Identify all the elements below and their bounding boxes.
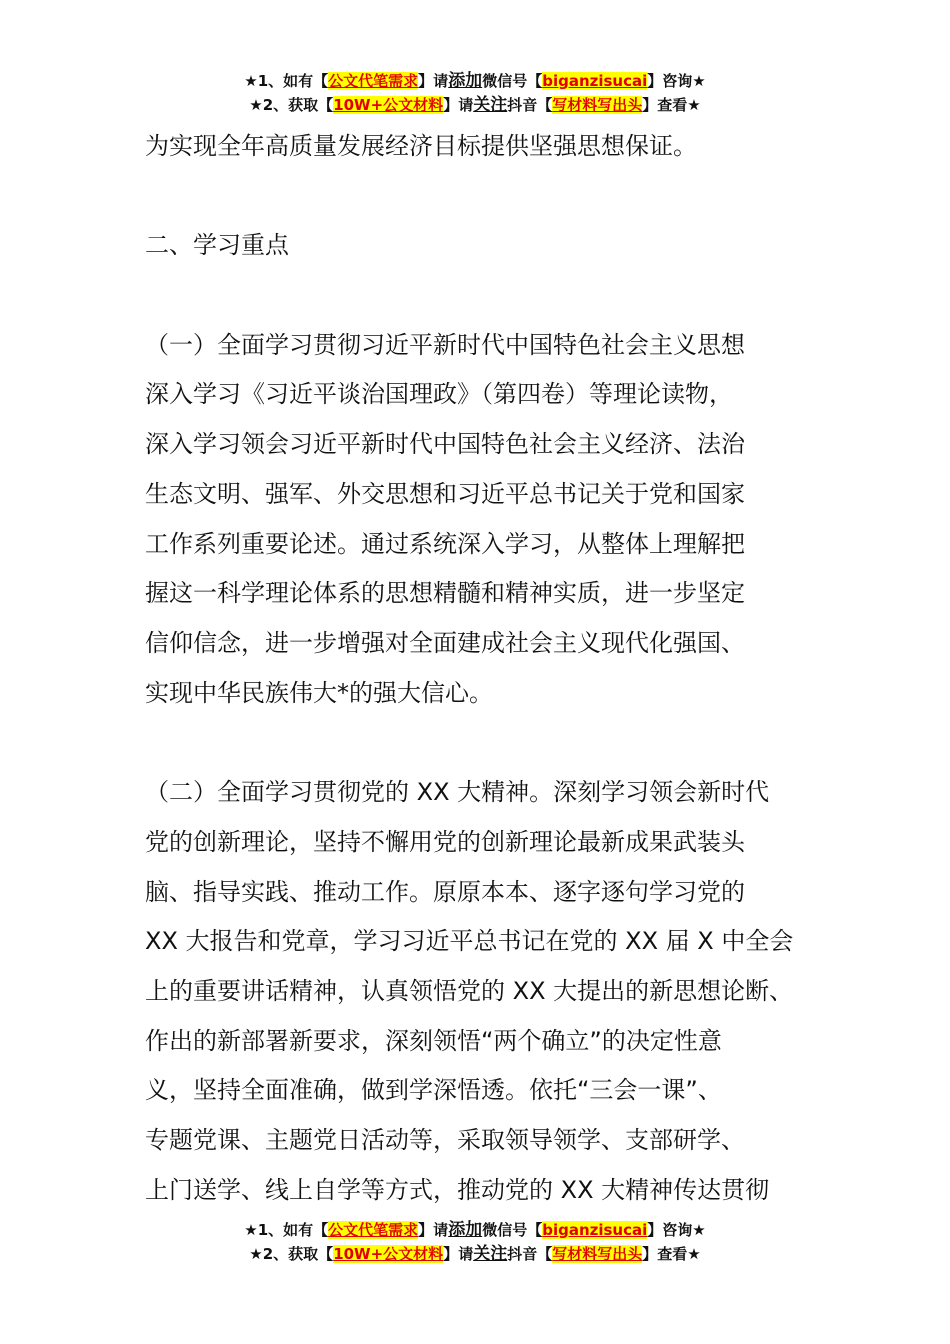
text-line: 信仰信念，进一步增强对全面建成社会主义现代化强国、 <box>145 629 745 657</box>
promo-line-1: ★1、如有【公文代笔需求】请添加微信号【biganzisucai】咨询★ <box>244 1220 706 1240</box>
wechat-id: biganzisucai <box>542 72 648 90</box>
text-line: 工作系列重要论述。通过系统深入学习，从整体上理解把 <box>145 529 745 558</box>
section-heading: 二、学习重点 <box>145 231 289 260</box>
promo-banner-bottom <box>0 1218 950 1266</box>
text-line: （二）全面学习贯彻党的 XX 大精神。深刻学习领会新时代 <box>145 778 770 807</box>
text-line: 上门送学、线上自学等方式，推动党的 XX 大精神传达贯彻 <box>145 1175 770 1204</box>
promo-line-2: ★2、获取【10W+公文材料】请关注抖音【写材料写出头】查看★ <box>249 95 701 115</box>
promo-banner-top <box>0 69 950 117</box>
text-line: （一）全面学习贯彻习近平新时代中国特色社会主义思想 <box>145 330 745 359</box>
text-line: 深入学习《习近平谈治国理政》（第四卷）等理论读物， <box>145 380 733 409</box>
text-line: 握这一科学理论体系的思想精髓和精神实质，进一步坚定 <box>145 579 745 608</box>
text-line: 作出的新部署新要求，深刻领悟“两个确立”的决定性意 <box>145 1026 722 1055</box>
paragraph-1 <box>145 321 845 719</box>
text-line: 生态文明、强军、外交思想和习近平总书记关于党和国家 <box>145 479 745 508</box>
text-line: 上的重要讲话精神，认真领悟党的 XX 大提出的新思想论断、 <box>145 976 794 1005</box>
text-line: 党的创新理论，坚持不懈用党的创新理论最新成果武装头 <box>145 827 745 856</box>
text-line: 专题党课、主题党日活动等，采取领导领学、支部研学、 <box>145 1126 745 1155</box>
text-line: 脑、指导实践、推动工作。原原本本、逐字逐句学习党的 <box>145 877 745 906</box>
text-line: 深入学习领会习近平新时代中国特色社会主义经济、法治 <box>145 430 745 459</box>
document-body <box>145 122 845 1215</box>
text-line: 实现中华民族伟大*的强大信心。 <box>145 678 493 707</box>
promo-line-1: ★1、如有【公文代笔需求】请添加微信号【biganzisucai】咨询★ <box>244 71 706 91</box>
text-line: XX 大报告和党章，学习习近平总书记在党的 XX 届 X 中全会 <box>145 927 794 956</box>
paragraph-intro <box>145 122 845 172</box>
paragraph-2 <box>145 768 845 1215</box>
promo-line-2: ★2、获取【10W+公文材料】请关注抖音【写材料写出头】查看★ <box>249 1244 701 1264</box>
text-line: 为实现全年高质量发展经济目标提供坚强思想保证。 <box>145 132 697 160</box>
text-line: 义，坚持全面准确，做到学深悟透。依托“三会一课”、 <box>145 1076 722 1105</box>
highlight-text: 公文代笔需求 <box>328 72 419 90</box>
